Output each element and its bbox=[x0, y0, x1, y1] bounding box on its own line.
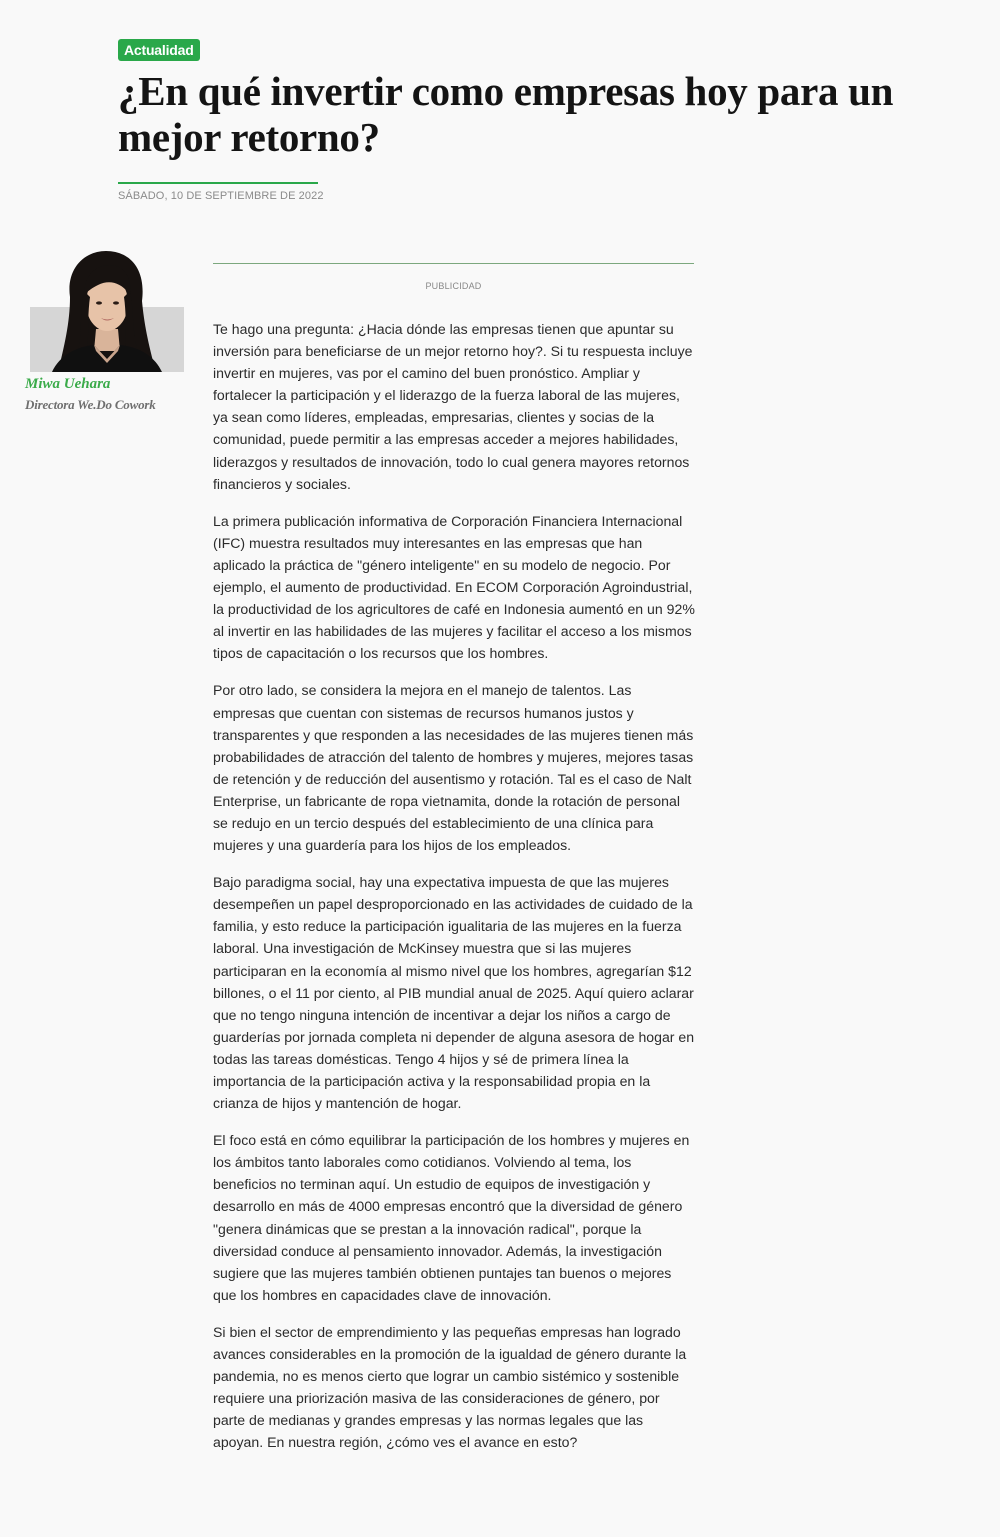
ad-divider bbox=[213, 263, 694, 264]
publish-date: SÁBADO, 10 DE SEPTIEMBRE DE 2022 bbox=[118, 190, 324, 202]
paragraph: Por otro lado, se considera la mejora en el manejo de talentos. Las empresas que cuentan con sistemas de recursos humanos justos y transparentes y que responden a las necesidades de las mujeres tienen más probabilidades de atracción del talento de hombres y mujeres, mejores tasas de retención y de reducción del ausentismo y rotación. Tal es el caso de Nalt Enterprise, un fabricante de ropa vietnamita, donde la rotación de personal se redujo en un tercio después del establecimiento de una clínica para mujeres y una guardería para los hijos de los empleados. bbox=[213, 682, 694, 854]
paragraph: La primera publicación informativa de Corporación Financiera Internacional (IFC) muestra resultados muy interesantes en las empresas que han aplicado la práctica de "género inteligente" en su modelo de negocio. Por ejemplo, el aumento de productividad. En ECOM Corporación Agroindustrial, la productividad de los agricultores de café en Indonesia aumentó en un 92% al invertir en las habilidades de las mujeres y facilitar el acceso a los mismos tipos de capacitación o los recursos que los hombres. bbox=[213, 512, 695, 662]
paragraph: Te hago una pregunta: ¿Hacia dónde las empresas tienen que apuntar su inversión para beneficiarse de un mejor retorno hoy?. Si tu respuesta incluye invertir en mujeres, vas por el camino del buen pronóstico. Ampliar y fortalecer la participación y el liderazgo de la fuerza laboral de las mujeres, ya sean como líderes, empleadas, empresarias, clientes y socias de la comunidad, puede permitir a las empresas acceder a mejores habilidades, liderazgos y resultados de innovación, todo lo cual genera mayores retornos financieros y sociales. bbox=[213, 321, 693, 492]
ad-label: PUBLICIDAD bbox=[425, 281, 482, 291]
author-avatar[interactable] bbox=[30, 251, 184, 372]
article-body bbox=[213, 318, 695, 1469]
paragraph: Si bien el sector de emprendimiento y las pequeñas empresas han logrado avances considerables en la promoción de la igualdad de género durante la pandemia, no es menos cierto que lograr un cambio sistémico y sostenible requiere una priorización masiva de las consideraciones de género, por parte de medianas y grandes empresas y las normas legales que las apoyan. En nuestra región, ¿cómo ves el avance en esto? bbox=[213, 1323, 687, 1451]
author-name[interactable]: Miwa Uehara bbox=[25, 376, 111, 392]
paragraph: Bajo paradigma social, hay una expectativa impuesta de que las mujeres desempeñen un papel desproporcionado en las actividades de cuidado de la familia, y esto reduce la participación igualitaria de las mujeres en la fuerza laboral. Una investigación de McKinsey muestra que si las mujeres participaran en la economía al mismo nivel que los hombres, agregarían $12 billones, o el 11 por ciento, al PIB mundial anual de 2025. Aquí quiero aclarar que no tengo ninguna intención de incentivar a dejar los niños a cargo de guarderías por jornada completa ni depender de alguna asesora de hogar en todas las tareas domésticas. Tengo 4 hijos y sé de primera línea la importancia de la participación activa y la responsabilidad propia en la crianza de hijos y mantención de hogar. bbox=[213, 874, 695, 1112]
article-headline: ¿En qué invertir como empresas hoy para un mejor retorno? bbox=[118, 68, 894, 160]
author-role: Directora We.Do Cowork bbox=[25, 397, 156, 412]
category-badge[interactable]: Actualidad bbox=[118, 39, 200, 61]
paragraph: El foco está en cómo equilibrar la participación de los hombres y mujeres en los ámbitos tanto laborales como cotidianos. Volviendo al tema, los beneficios no terminan aquí. Un estudio de equipos de investigación y desarrollo en más de 4000 empresas encontró que la diversidad de género "genera dinámicas que se prestan a la innovación radical", porque la diversidad conduce al pensamiento innovador. Además, la investigación sugiere que las mujeres también obtienen puntajes tan buenos o mejores que los hombres en capacidades clave de innovación. bbox=[213, 1132, 690, 1303]
date-divider bbox=[118, 182, 318, 184]
